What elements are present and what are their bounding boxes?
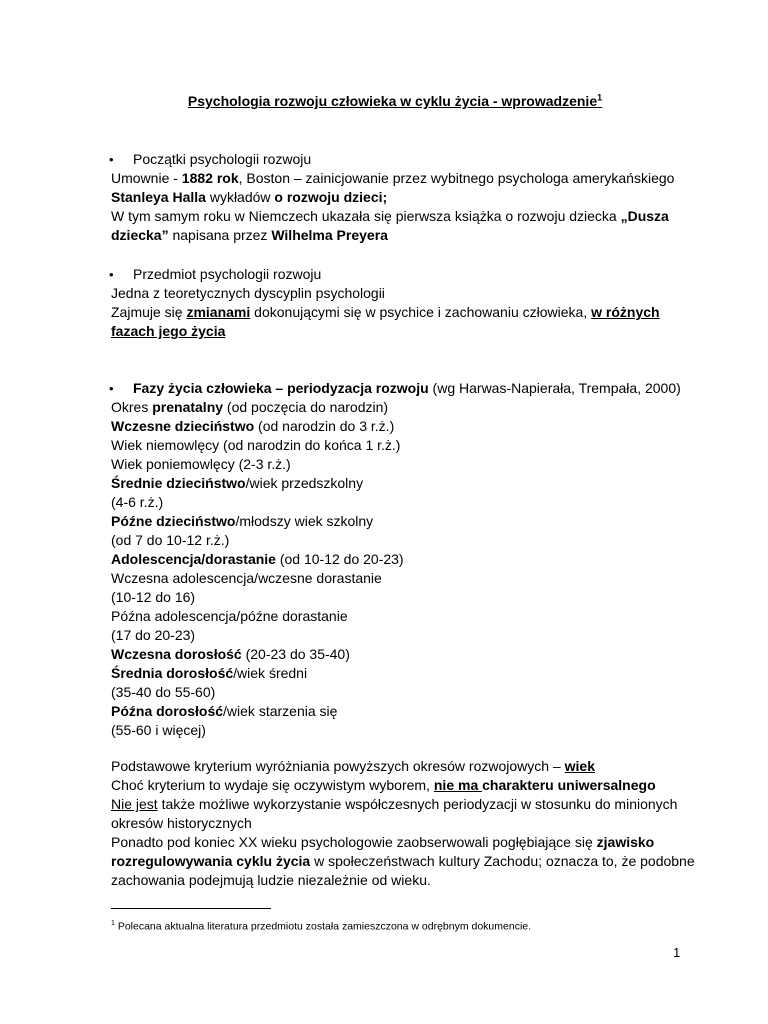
section3-heading-rest: (wg Harwas-Napierała, Trempała, 2000)	[428, 380, 681, 396]
section2-heading	[109, 265, 322, 284]
section1-line-3: W tym samym roku w Niemczech ukazała się pierwsza książka o rozwoju dziecka „Dusza	[111, 208, 669, 224]
section1-line-2: Stanleya Halla wykładów o rozwoju dzieci;	[111, 189, 388, 205]
criteria-paragraph	[111, 757, 695, 890]
title-text: Psychologia rozwoju człowieka w cyklu życia - wprowadzenie	[187, 93, 598, 109]
footnote-ref: 1	[111, 920, 115, 927]
bullet-icon: •	[109, 267, 114, 282]
period-item: (17 do 20-23)	[111, 627, 196, 643]
period-item: (35-40 do 55-60)	[111, 684, 216, 700]
period-item: (4-6 r.ż.)	[111, 494, 164, 510]
period-item: (55-60 i więcej)	[111, 722, 206, 738]
section1-heading	[109, 150, 312, 169]
section2-line-2: Zajmuje się zmianami dokonującymi się w psychice i zachowaniu człowieka, w różnych	[111, 304, 660, 320]
period-item: Adolescencja/dorastanie (od 10-12 do 20-23)	[111, 551, 404, 567]
footnote-text: Polecana aktualna literatura przedmiotu została zamieszczona w odrębnym dokumencie.	[114, 920, 532, 933]
criteria-line-2: Choć kryterium to wydaje się oczywistym wyborem, nie ma charakteru uniwersalnego	[111, 777, 656, 793]
period-item: Średnie dzieciństwo/wiek przedszkolny	[111, 475, 364, 491]
period-item: Późna dorosłość/wiek starzenia się	[111, 703, 338, 719]
section2-body	[111, 284, 671, 341]
period-item: Późna adolescencja/późne dorastanie	[111, 608, 348, 624]
criteria-line-1: Podstawowe kryterium wyróżniania powyższych okresów rozwojowych – wiek	[111, 758, 595, 774]
period-item: (10-12 do 16)	[111, 589, 196, 605]
period-item: Średnia dorosłość/wiek średni	[111, 665, 308, 681]
section1-line-4: dziecka” napisana przez Wilhelma Preyera	[111, 227, 388, 243]
section1-line-1: Umownie - 1882 rok, Boston – zainicjowanie przez wybitnego psychologa amerykańskiego	[111, 170, 675, 186]
period-item: (od 7 do 10-12 r.ż.)	[111, 532, 230, 548]
page-number: 1	[673, 945, 681, 960]
periods-list	[111, 398, 671, 740]
section3-heading-bold: Fazy życia człowieka – periodyzacja rozwoju	[133, 380, 429, 396]
criteria-line-3: Nie jest także możliwe wykorzystanie współczesnych periodyzacji w stosunku do minionych	[111, 796, 678, 812]
bullet-icon: •	[109, 152, 114, 167]
period-item: Wczesne dzieciństwo (od narodzin do 3 r.ż.)	[111, 418, 395, 434]
criteria-line-6: rozregulowywania cyklu życia w społeczeństwach kultury Zachodu; oznacza to, że podobne	[111, 853, 695, 869]
section1-heading-text: Początki psychologii rozwoju	[133, 151, 312, 167]
section1-body	[111, 169, 675, 245]
section2-line-1: Jedna z teoretycznych dyscyplin psychologii	[111, 285, 385, 301]
period-item: Okres prenatalny (od poczęcia do narodzin)	[111, 399, 389, 415]
period-item: Późne dzieciństwo/młodszy wiek szkolny	[111, 513, 374, 529]
period-item: Wiek poniemowlęcy (2-3 r.ż.)	[111, 456, 291, 472]
section2-line-3: fazach jego życia	[111, 323, 226, 339]
section3-heading	[109, 379, 681, 398]
title-footnote-ref: 1	[597, 92, 603, 103]
criteria-line-7: zachowania podejmują ludzie niezależnie od wieku.	[111, 872, 431, 888]
section2-heading-text: Przedmiot psychologii rozwoju	[133, 266, 322, 282]
period-item: Wiek niemowlęcy (od narodzin do końca 1 r.ż.)	[111, 437, 401, 453]
criteria-line-5: Ponadto pod koniec XX wieku psychologowie zaobserwowali pogłębiające się zjawisko	[111, 834, 655, 850]
footnote-separator	[111, 908, 271, 909]
criteria-line-4: okresów historycznych	[111, 815, 252, 831]
footnote	[111, 917, 531, 934]
period-item: Wczesna dorosłość (20-23 do 35-40)	[111, 646, 350, 662]
page-title	[0, 92, 768, 111]
bullet-icon: •	[109, 381, 114, 396]
period-item: Wczesna adolescencja/wczesne dorastanie	[111, 570, 382, 586]
